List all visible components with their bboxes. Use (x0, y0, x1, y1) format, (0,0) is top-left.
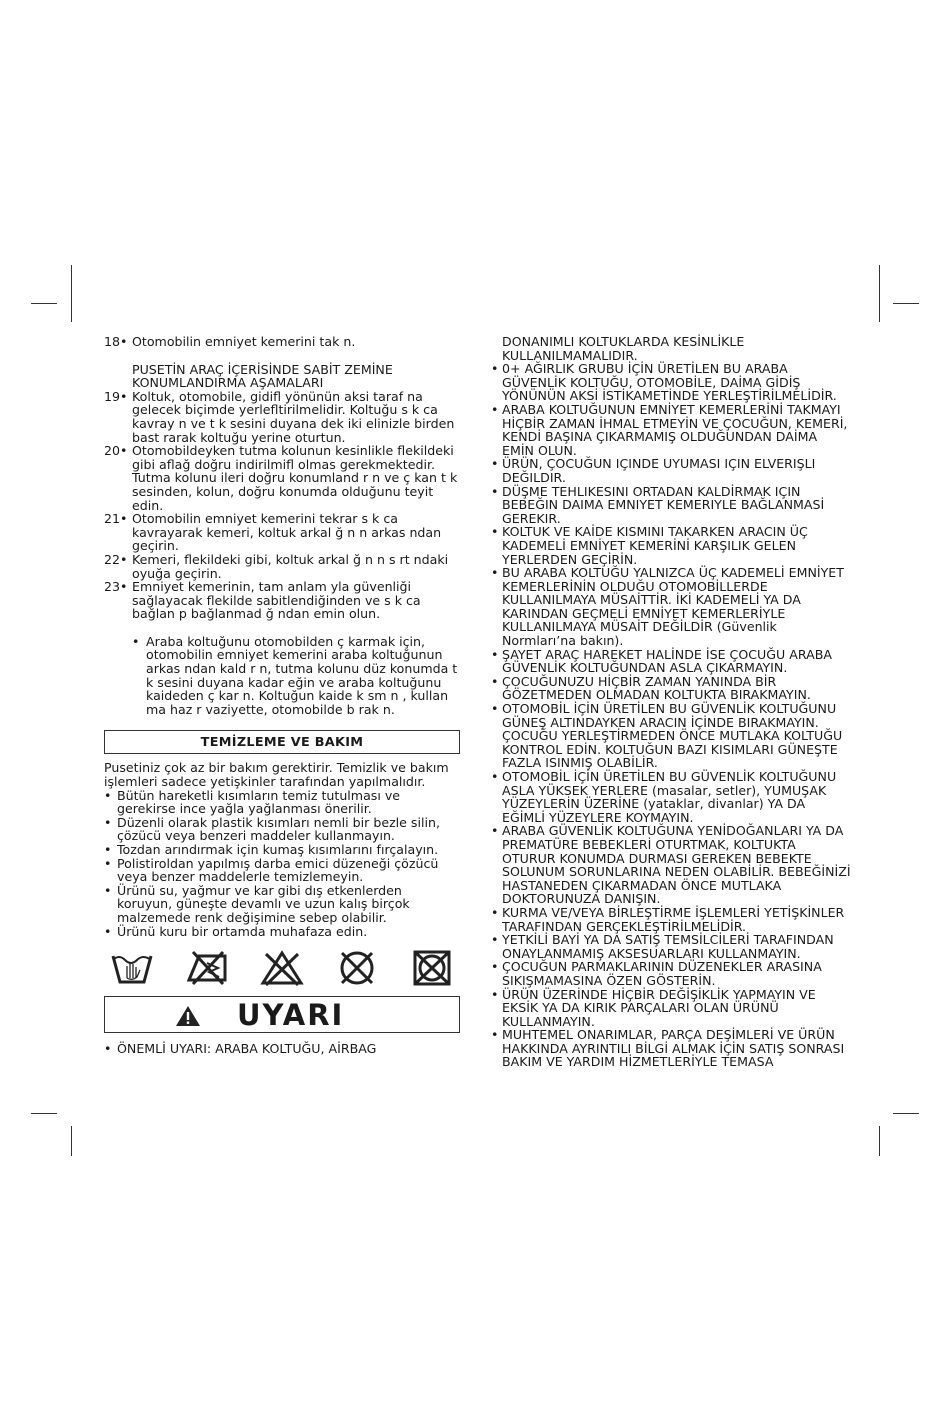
crop-mark (71, 265, 72, 322)
step-text: Otomobilin emniyet kemerini tekrar s k ca kavrayarak kemeri, koltuk arkal ğ n n arkas ndan geçirin. (132, 511, 442, 554)
crop-mark (31, 303, 57, 304)
crop-mark (893, 1113, 919, 1114)
warning-item (491, 648, 851, 675)
care-item (104, 789, 460, 816)
step-item (104, 553, 460, 580)
warning-item-text: DÜŞME TEHLIKESINI ORTADAN KALDİRMAK IÇIN BEBEĞIN DAIMA EMNIYET KEMERIYLE BAĞLANMASİ GEREKIR. (502, 483, 825, 526)
care-item (104, 925, 460, 939)
warning-item-text: ÇOCUĞUNUZU HİÇBİR ZAMAN YANINDA BİR GÖZETMEDEN OLMADAN KOLTUKTA BIRAKMAYIN. (502, 673, 811, 703)
left-column (104, 335, 460, 1056)
warning-item (491, 403, 851, 457)
bullet: • (104, 842, 112, 857)
warning-item (491, 675, 851, 702)
bullet: • (104, 1041, 112, 1057)
bullet: • (491, 361, 499, 377)
step-number: 19• (104, 388, 128, 404)
warning-box (104, 996, 460, 1033)
bullet: • (491, 1027, 499, 1043)
warning-item (491, 702, 851, 770)
step-item (104, 390, 460, 444)
step-item (104, 444, 460, 512)
bullet: • (491, 646, 499, 662)
care-item (104, 816, 460, 843)
warning-item (491, 457, 851, 484)
section-title: TEMİZLEME VE BAKIM (200, 734, 364, 750)
warning-item-text: ŞAYET ARAÇ HAREKET HALİNDE İSE ÇOCUĞU ARABA GÜVENLİK KOLTUĞUNDAN ASLA ÇIKARMAYIN. (502, 646, 832, 676)
warning-item-text: YETKİLİ BAYİ YA DA SATIŞ TEMSİLCİLERİ TARAFINDAN ONAYLANMAMIŞ AKSESUARLARI KULLANMAYIN. (502, 932, 834, 961)
bullet: • (491, 769, 499, 784)
warning-item-text: ARABA GÜVENLİK KOLTUĞUNA YENİDOĞANLARI YA DA PREMATÜRE BEBEKLERİ OTURTMAK, KOLTUKTA OTURUR KONUMDA DURMASI GEREKEN BEBEKTE SOLUNUM SORUNLARINA NEDEN OLABİLİR. BEBEĞİNİZİ HASTANEDEN ÇIKARMADAN ÖNCE MUTLAKA DOKTORUNUZA DANIŞIN. (502, 823, 851, 907)
step-text: Emniyet kemerinin, tam anlam yla güvenliği sağlayacak flekilde sabitlendiğinden ve s k ca bağlan p bağlanmad ğ ndan emin olun. (132, 579, 421, 622)
warning-item (491, 362, 851, 403)
bullet: • (491, 456, 499, 472)
crop-mark (71, 1126, 72, 1156)
warning-item (491, 1028, 851, 1069)
step-text: Otomobildeyken tutma kolunun kesinlikle flekildeki gibi aflağ doğru indirilmifl olmas gerekmektedir. Tutma kolunu ileri doğru konumland r n ve ç kan t k sesinden, kolun, doğru konumda olduğunu teyit edin. (132, 443, 458, 513)
warning-item-text: ÜRÜN, ÇOCUĞUN IÇINDE UYUMASI IÇIN ELVERIŞLI DEĞILDIR. (502, 456, 816, 485)
bullet: • (491, 401, 499, 417)
section-subheading: PUSETİN ARAÇ İÇERİSİNDE SABİT ZEMİNE KONUMLANDIRMA AŞAMALARI (132, 361, 393, 391)
no-dry-clean-icon (335, 950, 379, 986)
step-number: 18• (104, 334, 128, 349)
warning-item (491, 525, 851, 566)
crop-mark (31, 1113, 57, 1114)
bullet: • (491, 673, 499, 689)
care-item-text: Ürünü kuru bir ortamda muhafaza edin. (117, 923, 368, 939)
bullet: • (491, 483, 499, 499)
step-item (104, 335, 460, 349)
care-item-text: Polistiroldan yapılmış darba emici düzeneği çözücü veya benzer maddelerle temizlemeyin. (117, 855, 439, 885)
step-number: 23• (104, 579, 128, 595)
bullet: • (104, 923, 112, 939)
warning-item-text: BU ARABA KOLTUĞU YALNIZCA ÜÇ KADEMELİ EMNİYET KEMERLERİNİN OLDUĞU OTOMOBİLLERDE KULLANILMAYA MÜSAİTTİR. İKİ KADEMELİ YA DA KARINDAN GEÇMELİ EMNİYET KEMERLERİYLE KULLANILMAYA MÜSAİT DEĞİLDİR (Güvenlik Normları’na bakın). (502, 565, 844, 649)
warning-item (491, 988, 851, 1029)
care-item-text: Bütün hareketli kısımların temiz tutulması ve gerekirse ince yağla yağlanması önerilir. (117, 787, 401, 817)
bullet: • (491, 959, 499, 975)
warning-list (491, 362, 851, 1069)
warning-item-text: ÇOCUĞUN PARMAKLARININ DÜZENEKLER ARASINA SIKIŞMAMASINA ÖZEN GÖSTERİN. (502, 959, 822, 988)
warning-item-text: 0+ AĞIRLIK GRUBU İÇİN ÜRETİLEN BU ARABA GÜVENLİK KOLTUĞU, OTOMOBİLE, DAİMA GİDİŞ YÖNÜNÜN AKSİ İSTİKAMETİNDE YERLEŞTİRİLMELİDİR. (502, 361, 837, 404)
care-item (104, 843, 460, 857)
bullet: • (491, 565, 499, 581)
hand-wash-icon (110, 950, 154, 986)
remove-note-text: Araba koltuğunu otomobilden ç karmak için, otomobilin emniyet kemerini araba koltuğunun arkas ndan kald r n, tutma kolunu düz konumda t k sesini duyana kadar eğin ve araba koltuğunu kaideden ç kar n. Koltuğun kaide k sm n , kullan ma haz r vaziyette, otomobilde b rak n. (146, 633, 458, 717)
bullet: • (491, 823, 499, 839)
warning-item (491, 933, 851, 960)
care-intro: Pusetiniz çok az bir bakım gerektirir. Temizlik ve bakım işlemleri sadece yetişkinler tarafından yapılmalıdır. (104, 760, 449, 790)
care-item-text: Tozdan arındırmak için kumaş kısımlarını fırçalayın. (117, 842, 439, 857)
care-item (104, 857, 460, 884)
care-item (104, 884, 460, 925)
step-item (104, 512, 460, 553)
step-number: 20• (104, 443, 128, 459)
step-number: 21• (104, 511, 128, 527)
step-text: Kemeri, flekildeki gibi, koltuk arkal ğ n n s rt ndaki oyuğa geçirin. (132, 551, 449, 581)
warning-item (491, 824, 851, 906)
warning-item (491, 770, 851, 824)
warning-item-text: MUHTEMEL ONARIMLAR, PARÇA DEŞİMLERİ VE ÜRÜN HAKKINDA AYRINTILI BİLGİ ALMAK İÇİN SATIŞ SONRASI BAKIM VE YARDIM HİZMETLERİYLE TEMASA (502, 1027, 845, 1070)
warning-item-text: OTOMOBİL İÇİN ÜRETİLEN BU GÜVENLİK KOLTUĞUNU ASLA YÜKSEK YERLERE (masalar, setler), YUMUŞAK YÜZEYLERİN ÜZERİNE (yataklar, divanlar) YA DA EĞİMLİ YÜZEYLERE KOYMAYIN. (502, 769, 837, 825)
no-chlorine-icon (260, 950, 304, 986)
warning-item-text: ARABA KOLTUĞUNUN EMNİYET KEMERLERİNİ TAKMAYI HİÇBİR ZAMAN İHMAL ETMEYİN VE ÇOCUĞUN, KEMERİ, KENDİ BAŞINA ÇIKARMAMIŞ OLDUĞUNDAN DAİMA EMİN OLUN. (502, 401, 848, 458)
step-number: 22• (104, 551, 128, 567)
care-item-text: Ürünü su, yağmur ve kar gibi dış etkenlerden koruyun, güneşte devamlı ve uzun kalış birçok malzemede renk değişimine sebep olabilir. (117, 882, 410, 925)
bullet: • (491, 904, 499, 920)
bullet: • (104, 855, 112, 871)
warning-item-text: KOLTUK VE KAİDE KISMINI TAKARKEN ARACIN ÜÇ KADEMELİ EMNİYET KEMERİNİ KARŞILIK GELEN YERLERDEN GEÇİRİN. (502, 524, 808, 567)
no-tumble-dry-icon (410, 950, 454, 986)
crop-mark (893, 303, 919, 304)
warning-item (491, 566, 851, 648)
step-item (104, 580, 460, 621)
warning-item-text: KURMA VE/VEYA BİRLEŞTİRME İŞLEMLERİ YETİŞKİNLER TARAFINDAN GERÇEKLEŞTİRİLMELİDİR. (502, 904, 845, 934)
warning-item-text: ÖNEMLİ UYARI: ARABA KOLTUĞU, AİRBAG (117, 1041, 377, 1057)
section-heading-box (104, 730, 460, 754)
right-column (491, 335, 851, 1069)
bullet: • (104, 814, 112, 830)
warning-item (491, 485, 851, 526)
care-item-text: Düzenli olarak plastik kısımları nemli bir bezle silin, çözücü veya benzeri maddeler kullanmayın. (117, 814, 440, 844)
warning-continuation: DONANIMLI KOLTUKLARDA KESİNLİKLE KULLANILMAMALIDIR. (502, 334, 745, 363)
crop-mark (879, 265, 880, 322)
bullet: • (104, 882, 112, 898)
step-text: Koltuk, otomobile, gidifl yönünün aksi taraf na gelecek biçimde yerlefltirilmelidir. Koltuğu s k ca kavray n ve t k sesini duyana dek iki elinizle birden bast rarak koltuğu yerine oturtun. (132, 388, 455, 445)
warning-item (104, 1042, 460, 1056)
bullet: • (491, 524, 499, 540)
remove-note (104, 635, 460, 717)
bullet: • (491, 932, 499, 948)
bullet: • (491, 986, 499, 1002)
warning-item (491, 906, 851, 933)
crop-mark (879, 1126, 880, 1156)
no-bleach-icon (185, 950, 229, 986)
warning-title: UYARI (237, 998, 345, 1033)
bullet: • (491, 701, 499, 717)
warning-item-text: ÜRÜN ÜZERİNDE HİÇBİR DEĞİŞİKLİK YAPMAYIN VE EKSİK YA DA KIRIK PARÇALARI OLAN ÜRÜNÜ KULLANMAYIN. (502, 986, 816, 1029)
care-symbols (110, 948, 454, 988)
warning-item (491, 960, 851, 987)
bullet: • (104, 787, 112, 803)
warning-icon (175, 1005, 201, 1027)
warning-item-text: OTOMOBİL İÇİN ÜRETİLEN BU GÜVENLİK KOLTUĞUNU GÜNEŞ ALTINDAYKEN ARACIN İÇİNDE BIRAKMAYIN. ÇOCUĞU YERLEŞTİRMEDEN ÖNCE MUTLAKA KOLTUĞU KONTROL EDİN. KOLTUĞUN BAZI KISIMLARI GÜNEŞTE FAZLA ISINMIŞ OLABİLİR. (502, 701, 843, 771)
step-text: Otomobilin emniyet kemerini tak n. (132, 334, 356, 349)
bullet: • (132, 633, 140, 649)
